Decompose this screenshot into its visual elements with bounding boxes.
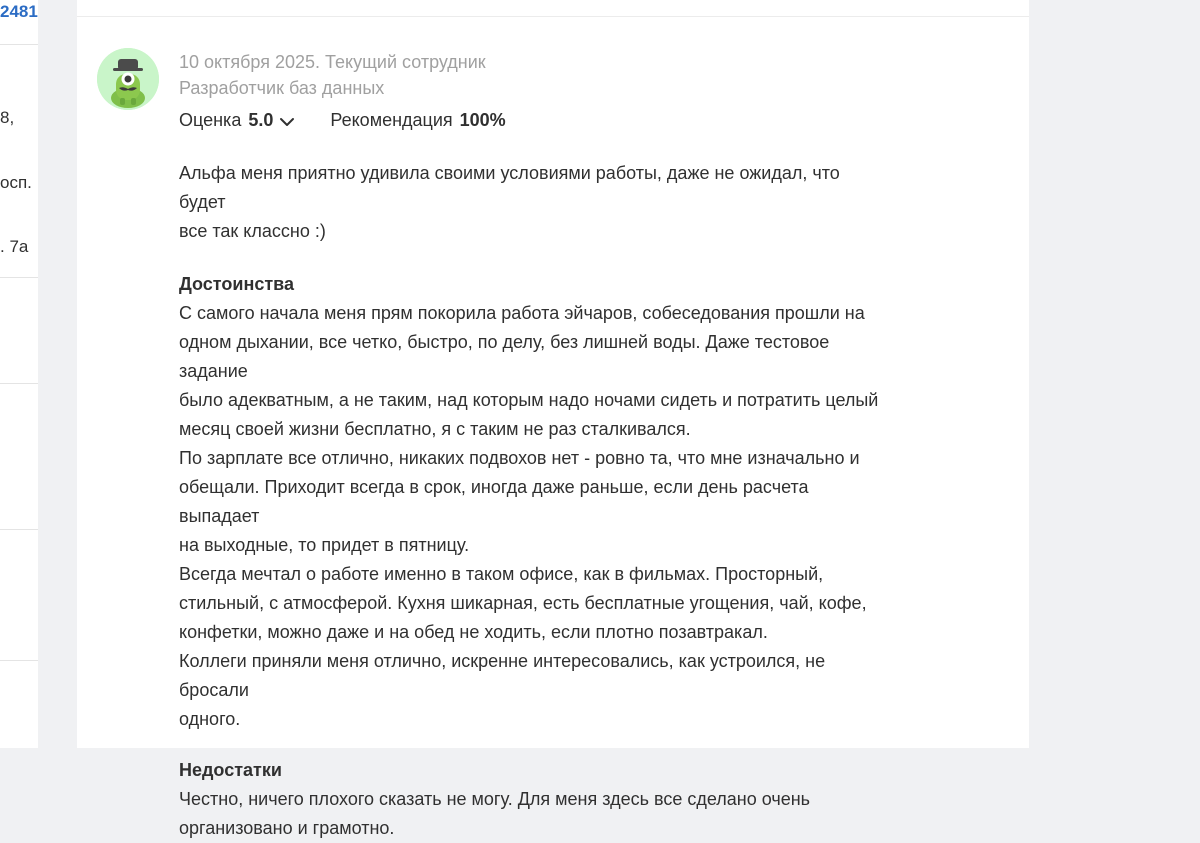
- review-intro-line: Альфа меня приятно удивила своими условиями работы, даже не ожидал, что будет: [179, 163, 840, 212]
- rating-value: 5.0: [248, 110, 274, 130]
- pros-line: стильный, с атмосферой. Кухня шикарная, есть бесплатные угощения, чай, кофе,: [179, 593, 867, 613]
- rating-label: Оценка: [179, 110, 242, 130]
- card-divider: [77, 16, 1029, 17]
- pros-line: конфетки, можно даже и на обед не ходить, если плотно позавтракал.: [179, 622, 768, 642]
- pros-line: Коллеги приняли меня отлично, искренне интересовались, как устроился, не бросали: [179, 651, 826, 700]
- left-text-item: 8,: [0, 108, 15, 127]
- pros-line: Всегда мечтал о работе именно в таком офисе, как в фильмах. Просторный,: [179, 564, 824, 584]
- review-intro-line: все так классно :): [179, 221, 326, 241]
- recommendation-value: 100%: [459, 110, 506, 130]
- pros-line: одном дыхании, все четко, быстро, по делу, без лишней воды. Даже тестовое задание: [179, 332, 830, 381]
- cons-line: Честно, ничего плохого сказать не могу. Для меня здесь все сделано очень: [179, 789, 811, 809]
- left-link-item[interactable]: 2481: [0, 2, 38, 21]
- review-card: [77, 0, 1029, 838]
- left-text-item: осп.: [0, 173, 32, 192]
- review-body: [179, 159, 889, 843]
- pros-line: одного.: [179, 709, 241, 729]
- left-divider: [0, 44, 38, 45]
- pros-line: обещали. Приходит всегда в срок, иногда даже раньше, если день расчета выпадает: [179, 477, 809, 526]
- left-sidebar-column: [0, 0, 38, 748]
- spy-monster-avatar-icon: [97, 48, 159, 110]
- recommendation-label: Рекомендация: [330, 110, 453, 130]
- pros-line: По зарплате все отлично, никаких подвохов нет - ровно та, что мне изначально и: [179, 448, 860, 468]
- review-date-status: 10 октября 2025. Текущий сотрудник: [179, 52, 486, 72]
- pros-title: Достоинства: [179, 274, 294, 294]
- pros-line: месяц своей жизни бесплатно, я с таким не раз сталкивался.: [179, 419, 691, 439]
- left-divider: [0, 660, 38, 661]
- chevron-down-icon[interactable]: [279, 112, 295, 128]
- cons-line: организовано и грамотно.: [179, 818, 395, 838]
- pros-line: С самого начала меня прям покорила работа эйчаров, собеседования прошли на: [179, 303, 865, 323]
- review-position: Разработчик баз данных: [179, 78, 385, 98]
- left-divider: [0, 529, 38, 530]
- rating-row: [179, 108, 506, 132]
- pros-line: на выходные, то придет в пятницу.: [179, 535, 470, 555]
- cons-title: Недостатки: [179, 760, 282, 780]
- left-divider: [0, 383, 38, 384]
- left-divider: [0, 277, 38, 278]
- avatar-graphic: [97, 48, 159, 110]
- pros-line: было адекватным, а не таким, над которым надо ночами сидеть и потратить целый: [179, 390, 879, 410]
- left-text-item: . 7а: [0, 237, 29, 256]
